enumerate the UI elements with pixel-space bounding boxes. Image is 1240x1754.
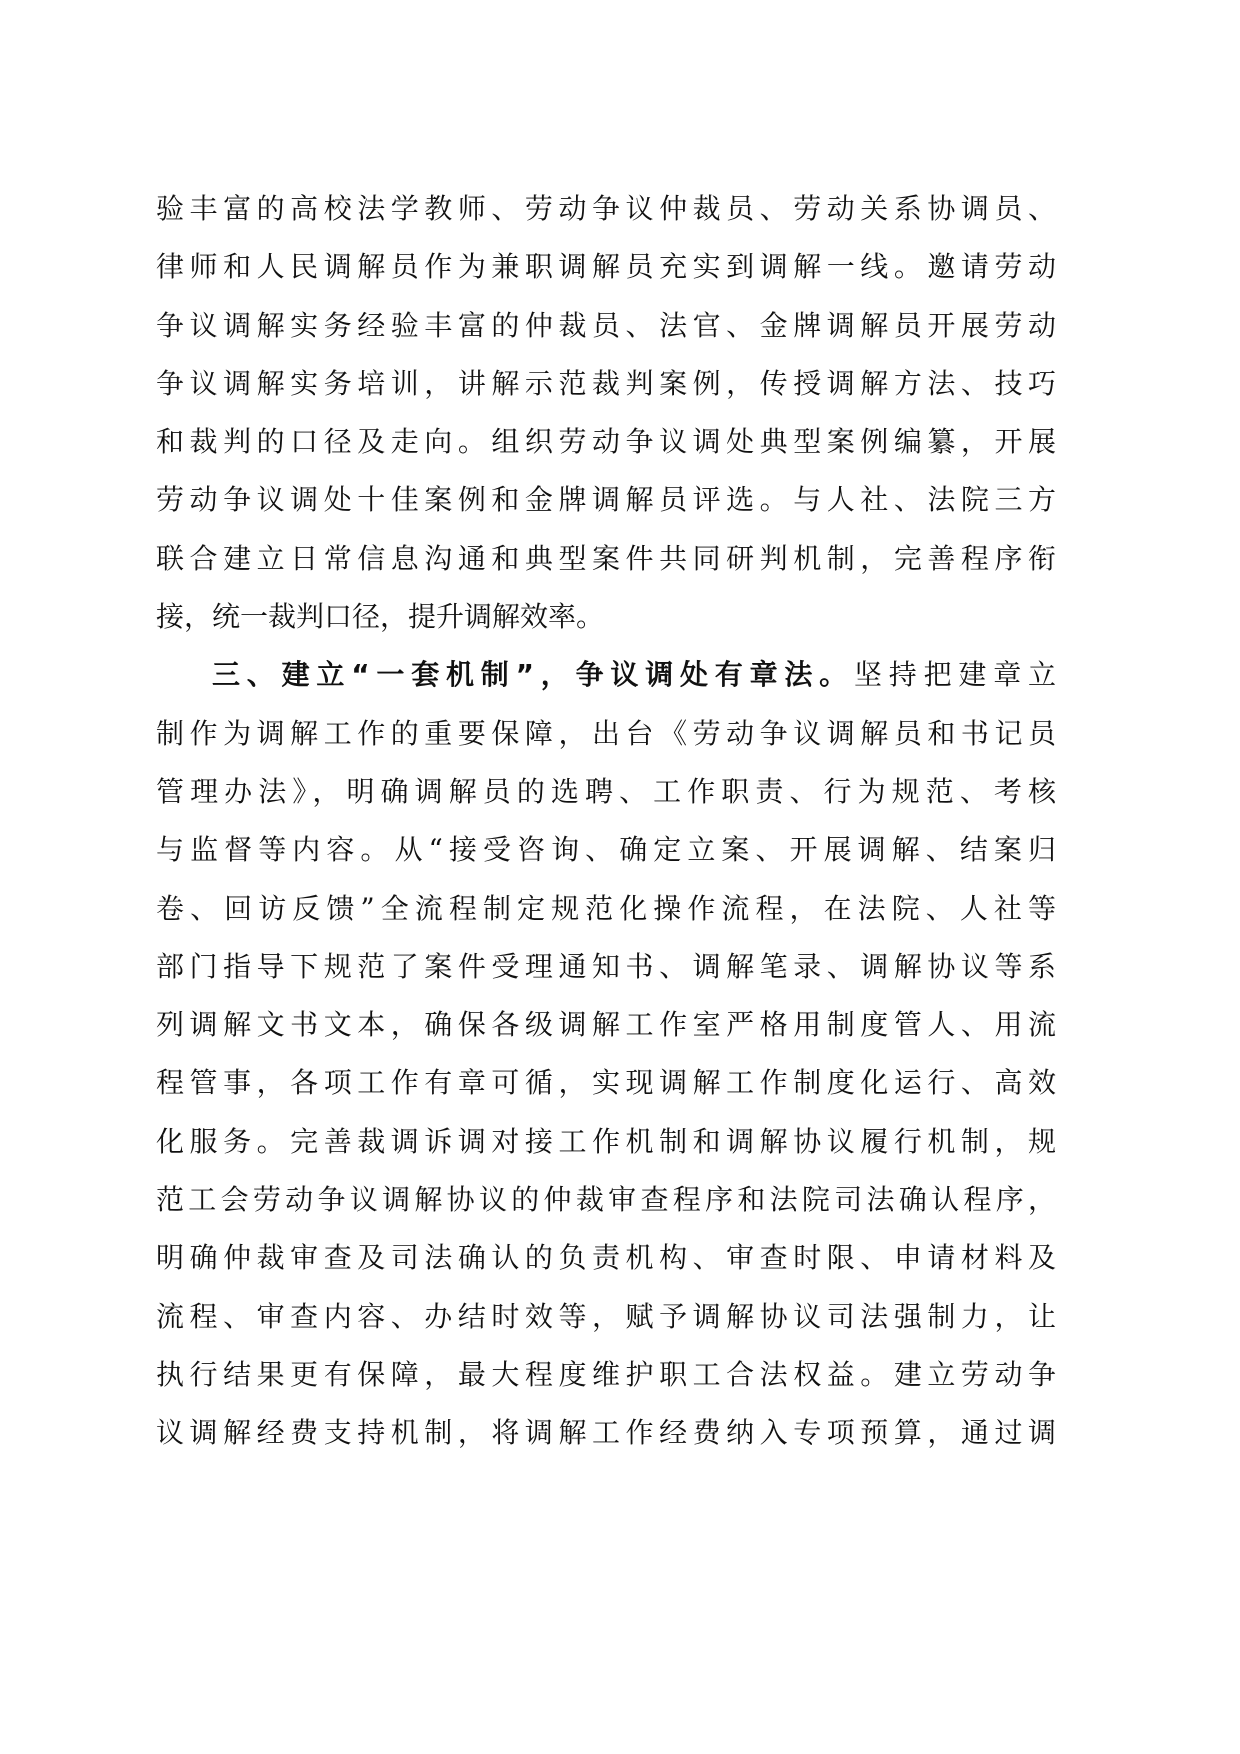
text-line: 劳动争议调处十佳案例和金牌调解员评选。与人社、法院三方 [156,483,1056,517]
text-line: 化服务。完善裁调诉调对接工作机制和调解协议履行机制，规 [156,1124,1056,1158]
section-first-line [156,646,1056,704]
text-line: 明确仲裁审查及司法确认的负责机构、审查时限、申请材料及 [156,1241,1056,1275]
text-line: 议调解经费支持机制，将调解工作经费纳入专项预算，通过调 [156,1416,1056,1450]
text-line: 联合建立日常信息沟通和典型案件共同研判机制，完善程序衔 [156,541,1056,575]
paragraph-1 [156,180,1056,646]
text-line: 范工会劳动争议调解协议的仲裁审查程序和法院司法确认程序， [156,1183,1056,1217]
text-line: 部门指导下规范了案件受理通知书、调解笔录、调解协议等系 [156,949,1056,983]
text-line: 与监督等内容。从“接受咨询、确定立案、开展调解、结案归 [156,833,1056,867]
text-line: 列调解文书文本，确保各级调解工作室严格用制度管人、用流 [156,1008,1056,1042]
text-line: 管理办法》，明确调解员的选聘、工作职责、行为规范、考核 [156,774,1056,808]
text-line: 卷、回访反馈”全流程制定规范化操作流程，在法院、人社等 [156,891,1056,925]
section-heading: 三、建立“一套机制”，争议调处有章法。 [212,658,854,692]
text-line: 和裁判的口径及走向。组织劳动争议调处典型案例编纂，开展 [156,425,1056,459]
text-line: 律师和人民调解员作为兼职调解员充实到调解一线。邀请劳动 [156,250,1056,284]
text-line: 程管事，各项工作有章可循，实现调解工作制度化运行、高效 [156,1066,1056,1100]
text-line: 验丰富的高校法学教师、劳动争议仲裁员、劳动关系协调员、 [156,192,1056,225]
text-line: 流程、审查内容、办结时效等，赋予调解协议司法强制力，让 [156,1299,1056,1333]
text-line: 争议调解实务培训，讲解示范裁判案例，传授调解方法、技巧 [156,366,1056,400]
text-line: 争议调解实务经验丰富的仲裁员、法官、金牌调解员开展劳动 [156,308,1056,342]
body-text [156,180,1056,1463]
text-line: 制作为调解工作的重要保障，出台《劳动争议调解员和书记员 [156,716,1056,750]
paragraph-2 [156,646,1056,1462]
section-first-line-text: 坚持把建章立 [854,658,1056,692]
text-line: 接，统一裁判口径，提升调解效率。 [156,600,605,634]
text-line: 执行结果更有保障，最大程度维护职工合法权益。建立劳动争 [156,1357,1056,1391]
